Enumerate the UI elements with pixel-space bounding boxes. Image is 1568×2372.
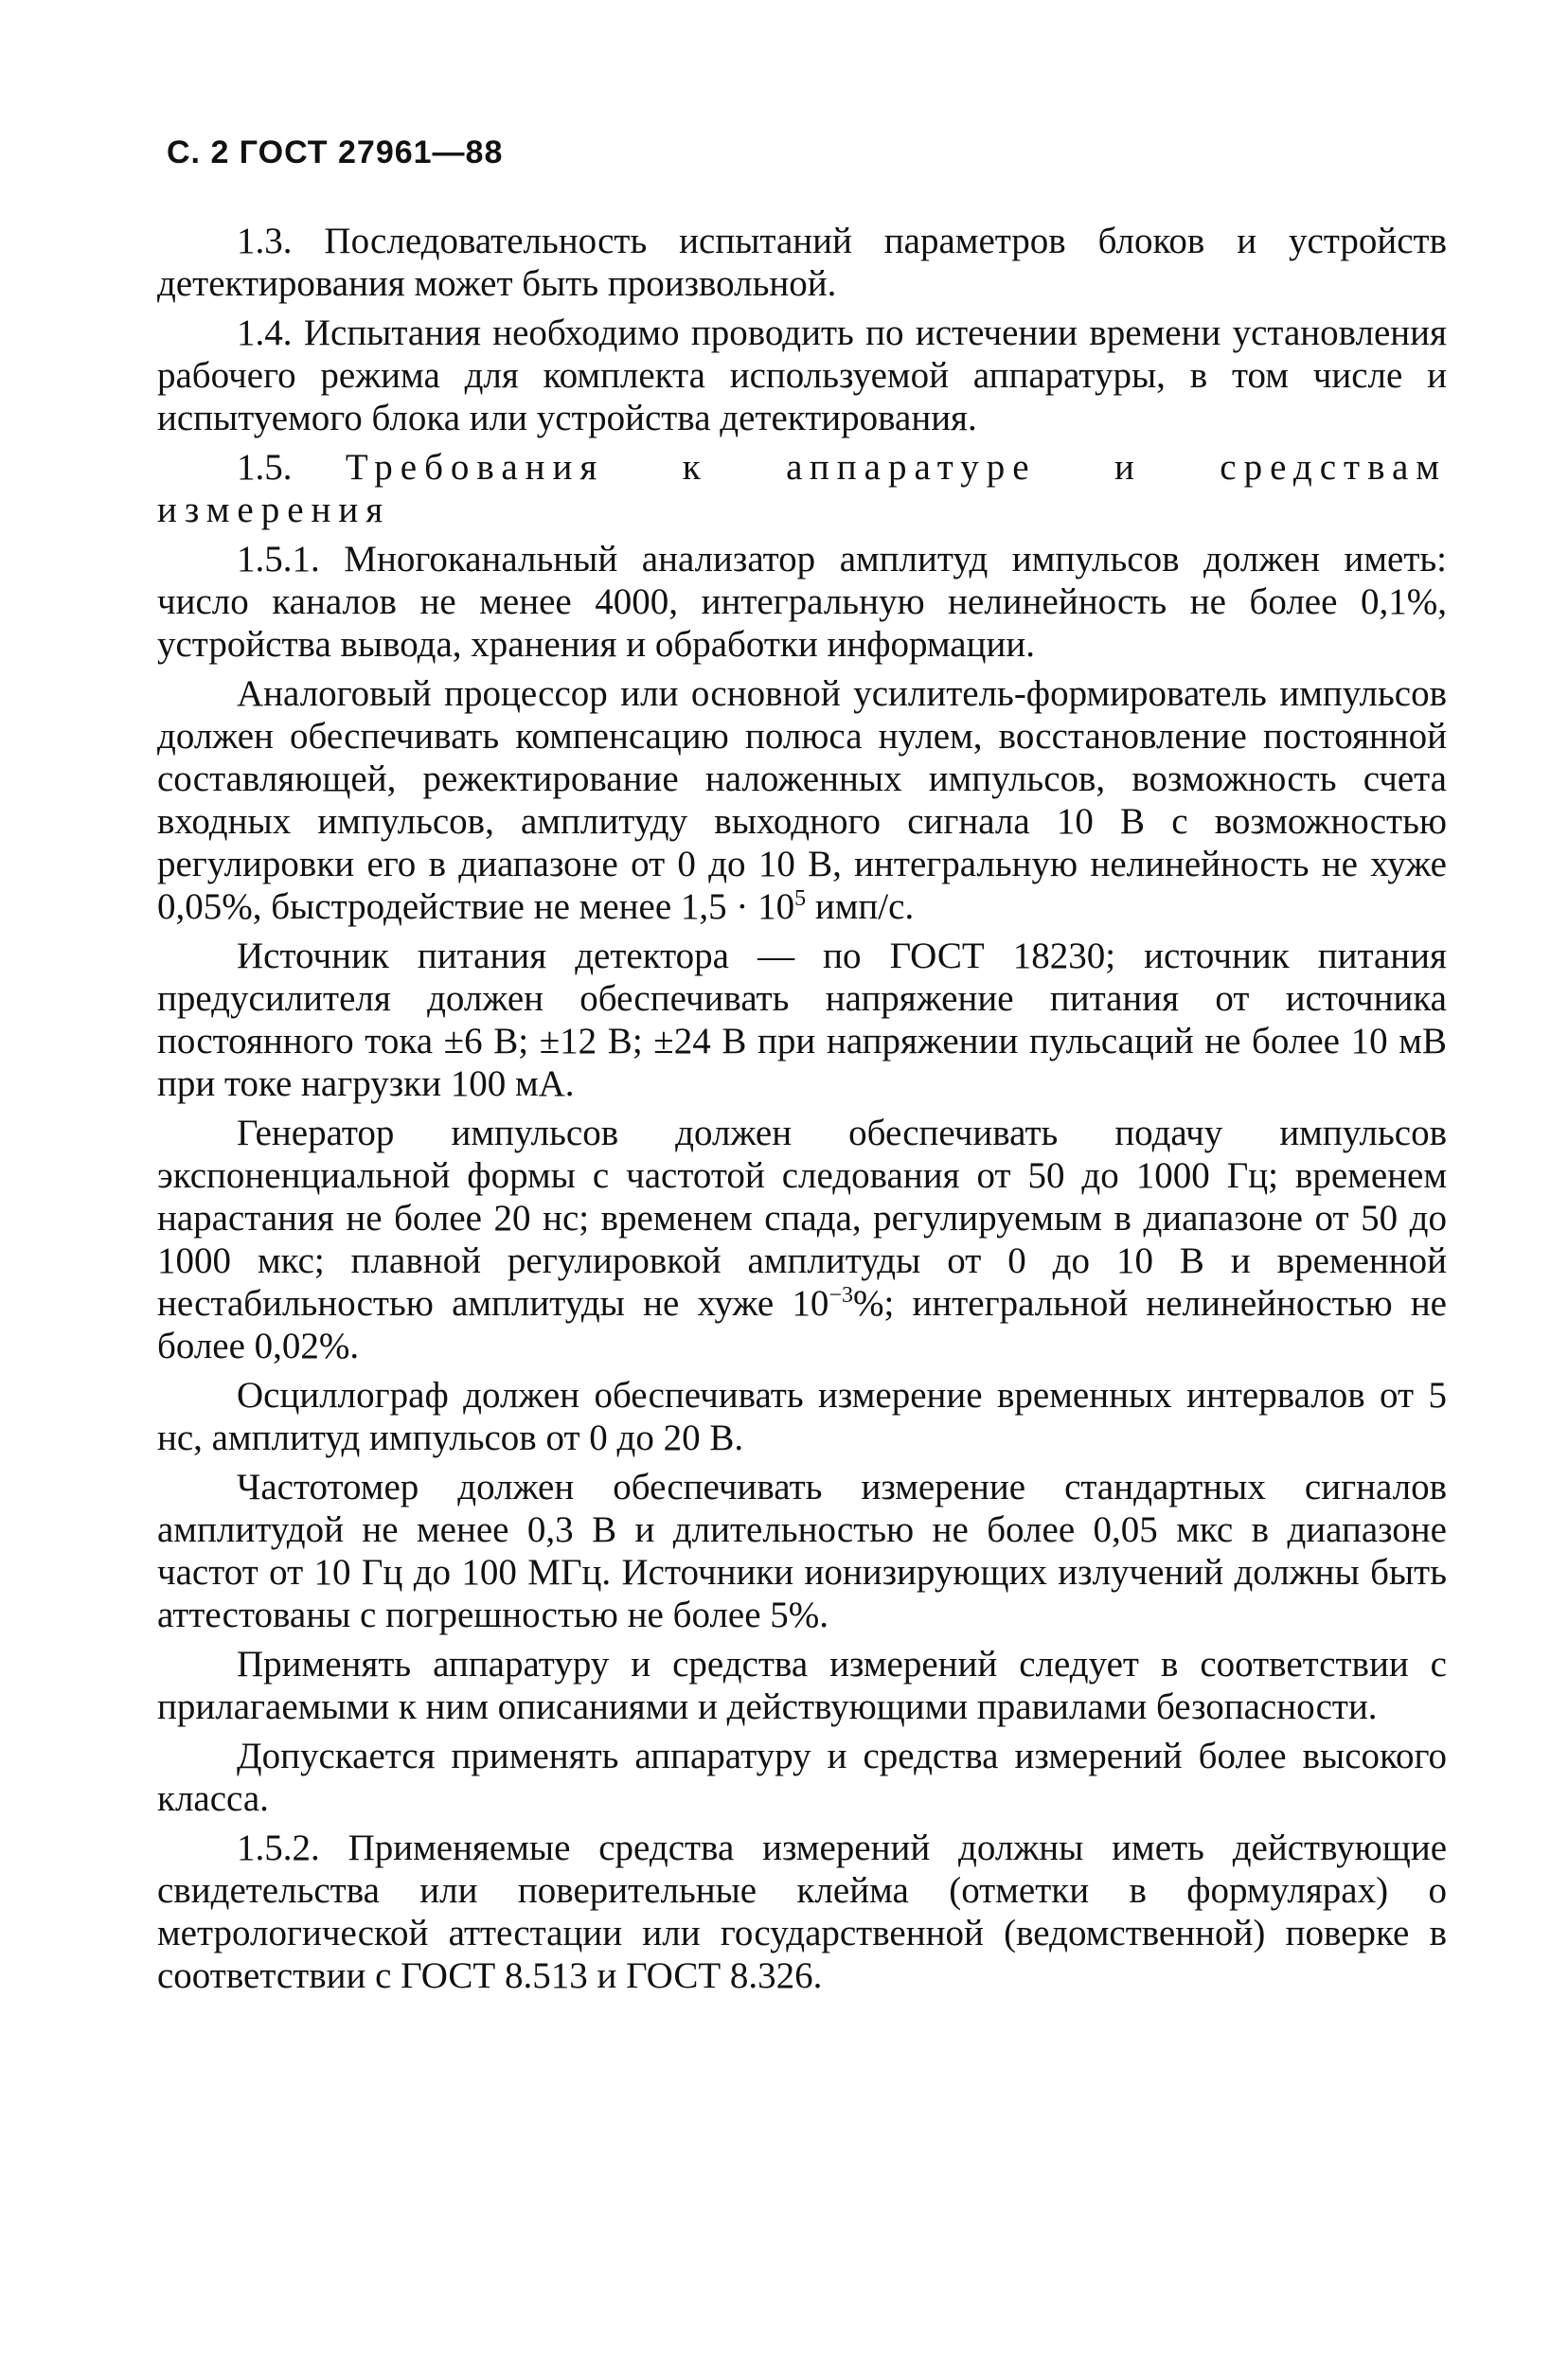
generator-text: Генератор импульсов должен обеспечивать подачу импульсов экспоненциальной формы с частотой следования от 50 до 1000 Гц; временем нарастания не более 20 нс; временем спада, регулируемым в диапазоне от 50 до 1000 мкс; плавной регулировкой амплитуды от 0 до 10 В и временной нестабильностью амплитуды не хуже 10: [157, 1113, 1447, 1324]
paragraph-1-3: 1.3. Последовательность испытаний параметров блоков и устройств детектирования может быть произвольной.: [157, 221, 1447, 304]
document-body: [157, 220, 1447, 2004]
analog-text-end: имп/с.: [806, 886, 915, 927]
generator-exponent: −3: [829, 1283, 853, 1308]
paragraph-1-5-heading: [157, 446, 1447, 531]
paragraph-frequency-meter: Частотомер должен обеспечивать измерение стандартных сигналов амплитудой не менее 0,3 В и длительностью не более 0,05 мкс в диапазоне частот от 10 Гц до 100 МГц. Источники ионизирующих излучений должны быть аттестованы с погрешностью не более 5%.: [157, 1467, 1447, 1635]
paragraph-1-4: 1.4. Испытания необходимо проводить по истечении времени установления рабочего режима для комплекта используемой аппаратуры, в том числе и испытуемого блока или устройства детектирования.: [157, 312, 1447, 438]
paragraph-allowance: Допускается применять аппаратуру и средства измерений более высокого класса.: [157, 1736, 1447, 1819]
analog-exponent: 5: [794, 886, 807, 911]
paragraph-analog-processor: [157, 672, 1447, 928]
running-header: С. 2 ГОСТ 27961—88: [167, 134, 504, 170]
paragraph-1-5-1: 1.5.1. Многоканальный анализатор амплитуд импульсов должен иметь: число каналов не менее 4000, интегральную нелинейность не более 0,1%, устройства вывода, хранения и обработки информации.: [157, 539, 1447, 665]
paragraph-power-supply: Источник питания детектора — по ГОСТ 18230; источник питания предусилителя должен обеспечивать напряжение питания от источника постоянного тока ±6 В; ±12 В; ±24 В при напряжении пульсаций не более 10 мВ при токе нагрузки 100 мА.: [157, 936, 1447, 1104]
section-title: Требования к аппаратуре и средствам измерения: [157, 447, 1447, 530]
paragraph-pulse-generator: [157, 1112, 1447, 1367]
paragraph-oscilloscope: Осциллограф должен обеспечивать измерение временных интервалов от 5 нс, амплитуд импульсов от 0 до 20 В.: [157, 1375, 1447, 1458]
generator-text-end: %; интегральной нелинейностью не более 0,02%.: [157, 1283, 1447, 1366]
analog-text: Аналоговый процессор или основной усилитель-формирователь импульсов должен обеспечивать компенсацию полюса нулем, восстановление постоянной составляющей, режектирование наложенных импульсов, возможность счета входных импульсов, амплитуду выходного сигнала 10 В с возможностью регулировки его в диапазоне от 0 до 10 В, интегральную нелинейность не хуже 0,05%, быстродействие не менее 1,5 · 10: [157, 673, 1447, 927]
paragraph-application: Применять аппаратуру и средства измерений следует в соответствии с прилагаемыми к ним описаниями и действующими правилами безопасности.: [157, 1644, 1447, 1727]
section-number: 1.5.: [237, 447, 293, 488]
paragraph-1-5-2: 1.5.2. Применяемые средства измерений должны иметь действующие свидетельства или поверительные клейма (отметки в формулярах) о метрологической аттестации или государственной (ведомственной) поверке в соответствии с ГОСТ 8.513 и ГОСТ 8.326.: [157, 1828, 1447, 1996]
